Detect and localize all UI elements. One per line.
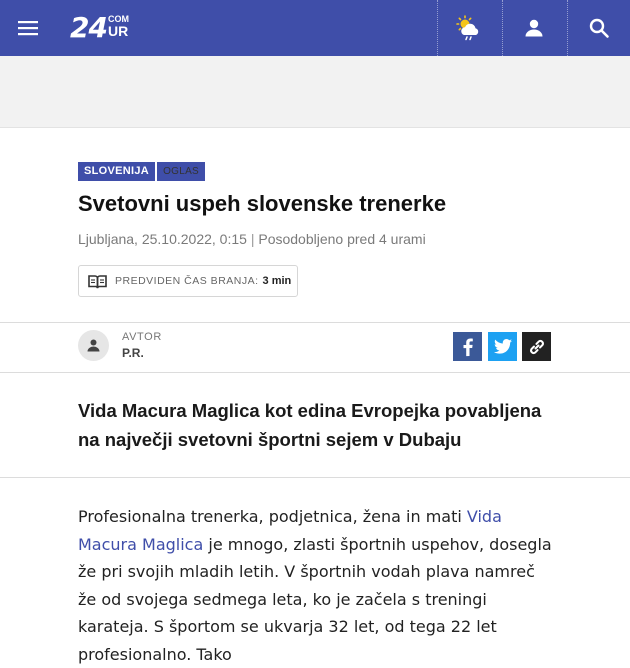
- top-navigation-bar: [0, 0, 630, 56]
- ad-label-tag: OGLAS: [157, 162, 205, 181]
- link-icon: [527, 337, 547, 357]
- weather-button[interactable]: [437, 0, 501, 56]
- article-tags: [78, 162, 205, 181]
- divider: [0, 372, 630, 373]
- search-icon: [589, 18, 609, 38]
- weather-icon: [455, 15, 483, 41]
- updated-time: Posodobljeno pred 4 urami: [258, 231, 426, 247]
- meta-separator: |: [250, 231, 255, 247]
- divider: [0, 322, 630, 323]
- read-time-label: PREDVIDEN ČAS BRANJA:: [115, 275, 259, 287]
- body-link[interactable]: Vida Macura Maglica: [78, 507, 502, 554]
- menu-icon: [18, 20, 38, 36]
- menu-button[interactable]: [0, 0, 56, 56]
- share-twitter-button[interactable]: [488, 332, 517, 361]
- search-button[interactable]: [567, 0, 630, 56]
- author-name[interactable]: P.R.: [122, 346, 144, 360]
- location-date: Ljubljana, 25.10.2022, 0:15: [78, 231, 247, 247]
- body-text-start: Profesionalna trenerka, podjetnica, žena in mati: [78, 507, 467, 526]
- share-facebook-button[interactable]: [453, 332, 482, 361]
- author-block: [78, 330, 162, 361]
- ad-placeholder: [0, 56, 630, 128]
- article-lead: Vida Macura Maglica kot edina Evropejka povabljena na največji svetovni športni sejem v Dubaju: [78, 400, 542, 450]
- read-time-box: [78, 265, 298, 297]
- person-icon: [87, 339, 100, 352]
- facebook-icon: [463, 338, 473, 356]
- read-time-value: 3 min: [262, 275, 292, 287]
- book-icon: [88, 274, 107, 289]
- user-icon: [525, 19, 543, 37]
- logo-ur: UR: [107, 23, 129, 39]
- logo-com: COM: [107, 14, 129, 24]
- article-body: [78, 503, 553, 668]
- share-link-button[interactable]: [522, 332, 551, 361]
- article-meta: [78, 229, 426, 249]
- user-account-button[interactable]: [502, 0, 566, 56]
- author-avatar: [78, 330, 109, 361]
- author-label: AVTOR: [122, 331, 162, 343]
- body-text-rest: je mnogo, zlasti športnih uspehov, dosegla že pri svojih mladih letih. V športnih vodah plava namreč že od svojega sedmega leta, ko je začela s treningi karateja. S športom se ukvarja 32 let, od tega 22 let profesionalno. Tako: [78, 534, 552, 664]
- author-text: [122, 330, 162, 361]
- logo-number: 24: [70, 11, 107, 44]
- divider: [0, 477, 630, 478]
- logo-suffix: [108, 14, 129, 39]
- twitter-icon: [494, 339, 512, 354]
- article-title: Svetovni uspeh slovenske trenerke: [78, 191, 447, 216]
- site-logo[interactable]: [70, 11, 129, 45]
- category-tag[interactable]: SLOVENIJA: [78, 162, 155, 181]
